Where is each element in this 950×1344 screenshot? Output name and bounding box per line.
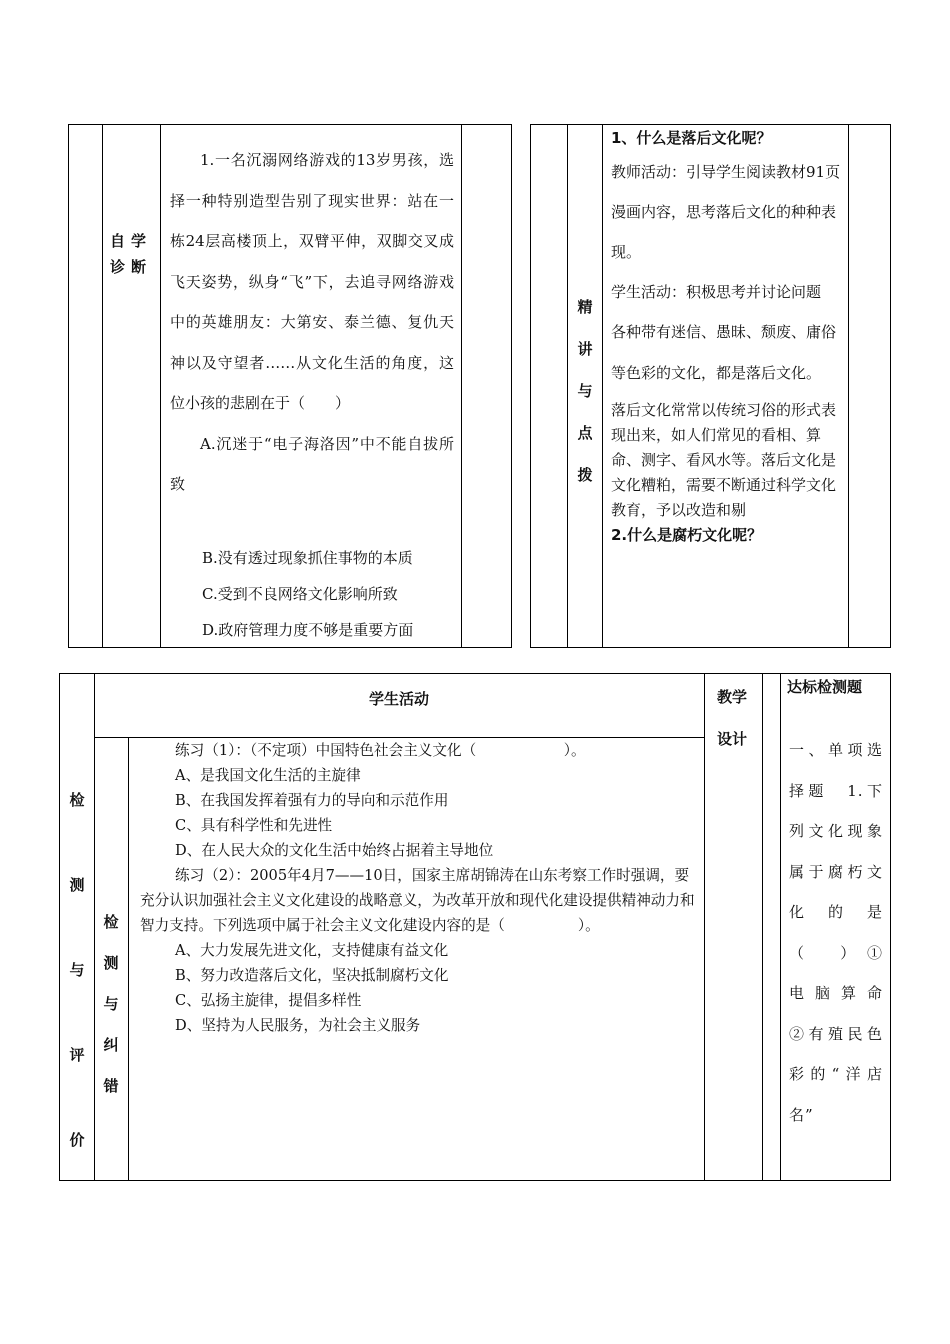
- student-activity: 学生活动：积极思考并讨论问题: [611, 283, 822, 301]
- self-study-options: [202, 540, 456, 648]
- check-correct-label: 检测与纠错: [103, 913, 119, 1095]
- exercise-1-question: 练习（1）：（不定项）中国特色社会主义文化（ ）。: [175, 742, 586, 759]
- teacher-activity: 教师活动：引导学生阅读教材91页漫画内容，思考落后文化的种种表现。: [611, 163, 841, 261]
- exercise-1-option-c: C、具有科学性和先进性: [175, 817, 333, 834]
- option-b: B.没有透过现象抓住事物的本质: [202, 549, 413, 567]
- exercise-2-option-d: D、坚持为人民服务，为社会主义服务: [175, 1017, 421, 1034]
- assessment-label: 检测与评价: [69, 791, 85, 1149]
- test-questions-header: 达标检测题: [787, 678, 863, 696]
- backward-culture-desc: 各种带有迷信、愚昧、颓废、庸俗等色彩的文化，都是落后文化。: [611, 323, 837, 382]
- exercise-1-option-d: D、在人民大众的文化生活中始终占据着主导地位: [175, 842, 494, 859]
- exercise-2-question: 练习（2）：2005年4月7——10日，国家主席胡锦涛在山东考察工作时强调，要充分认识加强社会主义文化建设的战略意义，为改革开放和现代化建设提供精神动力和智力支持。下列选项中属于社会主义文化建设内容的是（ ）。: [140, 867, 695, 934]
- self-study-label: 自学诊断: [109, 232, 152, 276]
- explain-heading-1: 1、什么是落后文化呢？: [611, 129, 772, 147]
- explain-label: 精讲与点拨: [577, 298, 593, 484]
- option-c: C.受到不良网络文化影响所致: [202, 585, 398, 603]
- exercise-list: [140, 738, 696, 1038]
- explain-content: [611, 126, 843, 547]
- exercise-1-option-a: A、是我国文化生活的主旋律: [175, 767, 361, 784]
- self-study-question: [170, 140, 454, 505]
- exercise-2-option-a: A、大力发展先进文化，支持健康有益文化: [175, 942, 449, 959]
- exercise-1-option-b: B、在我国发挥着强有力的导向和示范作用: [175, 792, 449, 809]
- backward-culture-forms: 落后文化常常以传统习俗的形式表现出来，如人们常见的看相、算命、测字、看风水等。落后文化是文化糟粕，需要不断通过科学文化教育，予以改造和剔: [611, 401, 837, 519]
- explain-heading-2: 2.什么是腐朽文化呢？: [611, 526, 763, 544]
- student-activity-header: 学生活动: [368, 690, 429, 708]
- exercise-2-option-c: C、弘扬主旋律，提倡多样性: [175, 992, 362, 1009]
- teaching-design-header: 教学设计: [716, 688, 747, 748]
- exercise-2-option-b: B、努力改造落后文化，坚决抵制腐朽文化: [175, 967, 449, 984]
- test-questions-text: 一、单项选择题 1.下列文化现象属于腐朽文化的是（ ） ①电脑算命 ②有殖民色彩的“洋店名”: [789, 741, 900, 1124]
- option-a: A.沉迷于“电子海洛因”中不能自拔所致: [170, 434, 454, 493]
- question-stem: 1.一名沉溺网络游戏的13岁男孩，选择一种特别造型告别了现实世界：站在一栋24层高楼顶上，双臂平伸，双脚交叉成飞天姿势，纵身“飞”下，去追寻网络游戏中的英雄朋友：大第安、泰兰德、复仇天神以及守望者……从文化生活的角度，这位小孩的悲剧在于（ ）: [170, 151, 454, 412]
- option-d: D.政府管理力度不够是重要方面: [202, 621, 414, 639]
